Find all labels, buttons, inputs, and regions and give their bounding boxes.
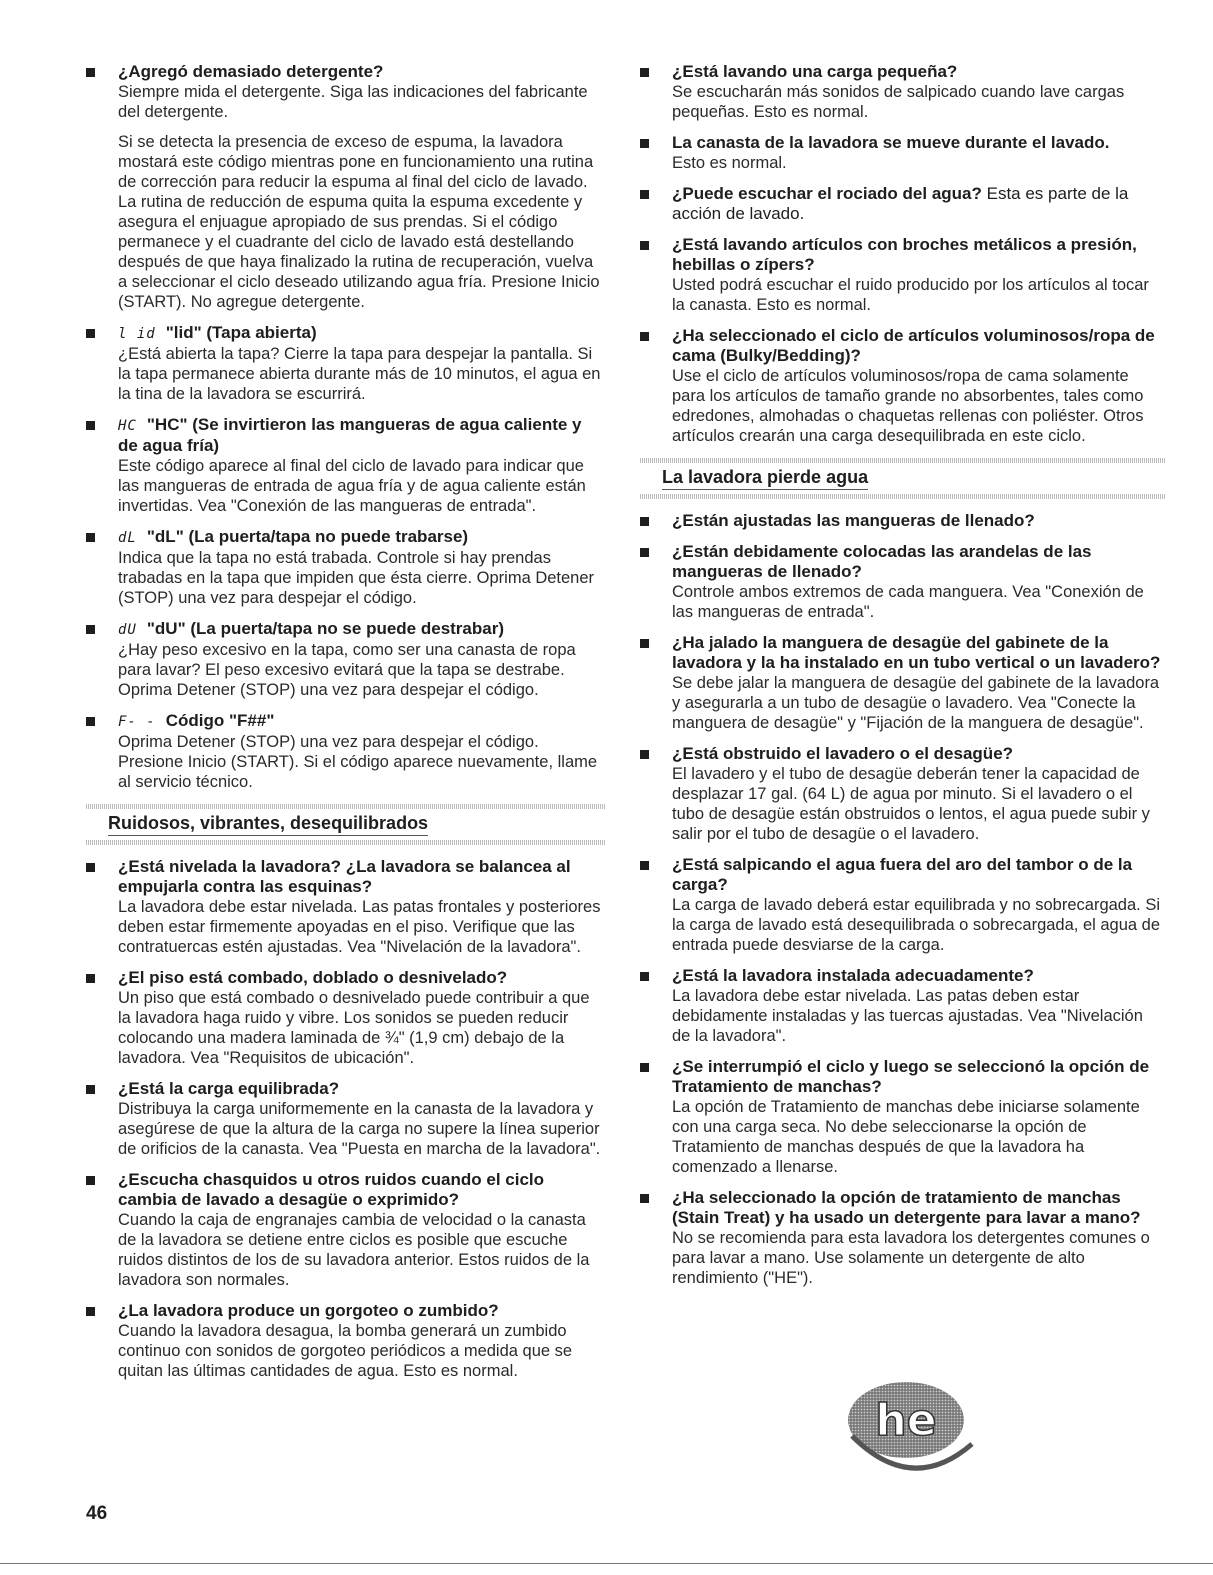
list-item — [640, 62, 1165, 122]
list-item — [640, 744, 1165, 844]
question — [672, 633, 1165, 673]
list-item — [86, 415, 606, 516]
section-header-leaks — [640, 458, 1165, 499]
question-text: "dU" (La puerta/tapa no se puede destrabar) — [146, 619, 504, 638]
section-title: La lavadora pierde agua — [662, 466, 868, 490]
question — [118, 619, 606, 640]
left-list-1 — [86, 62, 606, 792]
question — [672, 542, 1165, 582]
question-text: ¿Está lavando artículos con broches metálicos a presión, hebillas o zípers? — [672, 235, 1137, 274]
answer-text: Un piso que está combado o desnivelado puede contribuir a que la lavadora haga ruido y vibre. Los sonidos se pueden reducir colocando una madera laminada de ¾" (1,9 cm) debajo de la lavadora. Vea "Requisitos de ubicación". — [118, 989, 590, 1067]
question-text: ¿La lavadora produce un gorgoteo o zumbido? — [118, 1301, 499, 1320]
bullet-icon — [640, 1063, 649, 1072]
bullet-icon — [640, 639, 649, 648]
list-item — [86, 857, 606, 957]
bullet-icon — [86, 625, 95, 634]
list-item — [86, 1170, 606, 1290]
question — [672, 1188, 1165, 1228]
right-column — [640, 62, 1165, 1299]
question-text: ¿Agregó demasiado detergente? — [118, 62, 384, 81]
answer-text: Cuando la lavadora desagua, la bomba generará un zumbido continuo con sonidos de gorgoteo periódicos a medida que se quitan las últimas cantidades de agua. Esto es normal. — [118, 1322, 573, 1380]
bullet-icon — [640, 68, 649, 77]
question — [118, 857, 606, 897]
answer-text: ¿Está abierta la tapa? Cierre la tapa para despejar la pantalla. Si la tapa permanece abierta durante más de 10 minutos, el agua en la tina de la lavadora se escurrirá. — [118, 345, 601, 403]
bullet-icon — [86, 863, 95, 872]
bullet-icon — [86, 1085, 95, 1094]
question — [672, 184, 1165, 224]
answer-text: El lavadero y el tubo de desagüe deberán tener la capacidad de desplazar 17 gal. (64 L) de agua por minuto. Si el lavadero o el tubo de desagüe están obstruidos o lentos, el agua puede subir y salir por el tubo de desagüe o el lavadero. — [672, 765, 1150, 843]
answer-text: Se escucharán más sonidos de salpicado cuando lave cargas pequeñas. Esto es normal. — [672, 83, 1125, 121]
list-item — [86, 527, 606, 608]
display-code: F- - — [118, 714, 156, 730]
answer-text: La carga de lavado deberá estar equilibrada y no sobrecargada. Si la carga de lavado está desequilibrada o sobrecargada, el agua de entrada puede desviarse de la carga. — [672, 896, 1161, 954]
list-item — [640, 1188, 1165, 1288]
bullet-icon — [640, 861, 649, 870]
display-code: dL — [118, 530, 137, 546]
question-text: ¿Ha jalado la manguera de desagüe del gabinete de la lavadora y la ha instalado en un tubo vertical o un lavadero? — [672, 633, 1161, 672]
bullet-icon — [640, 1194, 649, 1203]
left-list-2 — [86, 857, 606, 1381]
answer-text: La lavadora debe estar nivelada. Las patas deben estar debidamente instaladas y las tuercas ajustadas. Vea "Nivelación de la lavadora". — [672, 987, 1143, 1045]
bullet-icon — [86, 1307, 95, 1316]
question — [672, 235, 1165, 275]
answer-text: Este código aparece al final del ciclo de lavado para indicar que las mangueras de entrada de agua fría y de agua caliente están invertidas. Vea "Conexión de las mangueras de entrada". — [118, 457, 586, 515]
question — [672, 855, 1165, 895]
question — [672, 511, 1165, 531]
question — [118, 415, 606, 456]
answer-text: Distribuya la carga uniformemente en la canasta de la lavadora y asegúrese de que la altura de la carga no supere la línea superior de orificios de la canasta. Vea "Puesta en marcha de la lavadora". — [118, 1100, 601, 1158]
display-code: HC — [118, 418, 137, 434]
answer-text: Siempre mida el detergente. Siga las indicaciones del fabricante del detergente. — [118, 83, 588, 121]
logo-text: he — [875, 1395, 937, 1446]
list-item — [640, 133, 1165, 173]
question-text: ¿Escucha chasquidos u otros ruidos cuando el ciclo cambia de lavado a desagüe o exprimido? — [118, 1170, 545, 1209]
answer-text: Controle ambos extremos de cada manguera. Vea "Conexión de las mangueras de entrada". — [672, 583, 1144, 621]
question — [118, 1079, 606, 1099]
question — [118, 323, 606, 344]
question-text: ¿Está lavando una carga pequeña? — [672, 62, 958, 81]
answer-inline: Esta es parte de la acción de lavado. — [672, 184, 1129, 223]
left-column — [86, 62, 606, 1392]
question-text: ¿Está la lavadora instalada adecuadamente? — [672, 966, 1034, 985]
answer-text: La opción de Tratamiento de manchas debe iniciarse solamente con una carga seca. No debe seleccionarse la opción de Tratamiento de manchas después de que la lavadora ha comenzado a llenarse. — [672, 1098, 1140, 1176]
question — [118, 711, 606, 732]
answer-text: La lavadora debe estar nivelada. Las patas frontales y posteriores deben estar firmemente apoyadas en el piso. Verifique que las contratuercas estén ajustadas. Vea "Nivelación de la lavadora". — [118, 898, 601, 956]
list-item — [86, 323, 606, 404]
question — [672, 744, 1165, 764]
list-item — [86, 1079, 606, 1159]
answer-text: Esto es normal. — [672, 154, 787, 172]
question-text: ¿Están ajustadas las mangueras de llenado? — [672, 511, 1035, 530]
bullet-icon — [640, 972, 649, 981]
answer-text: Usted podrá escuchar el ruido producido por los artículos al tocar la canasta. Esto es normal. — [672, 276, 1149, 314]
list-item — [640, 855, 1165, 955]
question-text: ¿Está salpicando el agua fuera del aro del tambor o de la carga? — [672, 855, 1133, 894]
bullet-icon — [640, 517, 649, 526]
question-text: ¿Está la carga equilibrada? — [118, 1079, 340, 1098]
list-item — [640, 326, 1165, 446]
answer-text: Oprima Detener (STOP) una vez para despejar el código. Presione Inicio (START). Si el código aparece nuevamente, llame al servicio técnico. — [118, 733, 598, 791]
section-header-noise — [86, 804, 606, 845]
bullet-icon — [86, 421, 95, 430]
answer-text: Cuando la caja de engranajes cambia de velocidad o la canasta de la lavadora se detiene entre ciclos es posible que escuche ruidos distintos de los de su lavadora anterior. Estos ruidos de la lavadora son normales. — [118, 1211, 590, 1289]
display-code: l id — [118, 326, 156, 342]
question — [118, 1170, 606, 1210]
list-item — [86, 619, 606, 700]
question-text: ¿El piso está combado, doblado o desnivelado? — [118, 968, 508, 987]
question-text: "dL" (La puerta/tapa no puede trabarse) — [146, 527, 469, 546]
question-text: Código "F##" — [165, 711, 275, 730]
list-item — [640, 542, 1165, 622]
question — [672, 62, 1165, 82]
list-item — [640, 184, 1165, 224]
list-item — [640, 633, 1165, 733]
question-text: ¿Ha seleccionado el ciclo de artículos voluminosos/ropa de cama (Bulky/Bedding)? — [672, 326, 1155, 365]
bullet-icon — [640, 139, 649, 148]
question — [672, 133, 1165, 153]
list-item — [86, 62, 606, 312]
list-item — [86, 968, 606, 1068]
answer-text: No se recomienda para esta lavadora los detergentes comunes o para lavar a mano. Use solamente un detergente de alto rendimiento ("HE"). — [672, 1229, 1150, 1287]
question — [672, 966, 1165, 986]
bullet-icon — [86, 329, 95, 338]
bullet-icon — [86, 68, 95, 77]
question-text: ¿Están debidamente colocadas las arandelas de las mangueras de llenado? — [672, 542, 1092, 581]
question-text: ¿Se interrumpió el ciclo y luego se seleccionó la opción de Tratamiento de manchas? — [672, 1057, 1150, 1096]
question — [672, 326, 1165, 366]
question-text: La canasta de la lavadora se mueve durante el lavado. — [672, 133, 1110, 152]
bullet-icon — [640, 548, 649, 557]
bullet-icon — [86, 717, 95, 726]
bullet-icon — [86, 1176, 95, 1185]
list-item — [86, 1301, 606, 1381]
list-item — [640, 1057, 1165, 1177]
question-text: "HC" (Se invirtieron las mangueras de agua caliente y de agua fría) — [118, 415, 582, 455]
bullet-icon — [640, 190, 649, 199]
bullet-icon — [640, 241, 649, 250]
question-text: "lid" (Tapa abierta) — [165, 323, 317, 342]
right-list-2 — [640, 511, 1165, 1288]
display-code: dU — [118, 622, 137, 638]
bullet-icon — [86, 974, 95, 983]
question — [118, 527, 606, 548]
question — [118, 62, 606, 82]
question-text: ¿Puede escuchar el rociado del agua? — [672, 184, 982, 203]
bullet-icon — [640, 750, 649, 759]
bullet-icon — [640, 332, 649, 341]
question-text: ¿Está obstruido el lavadero o el desagüe? — [672, 744, 1014, 763]
list-item — [86, 711, 606, 792]
bullet-icon — [86, 533, 95, 542]
question — [118, 968, 606, 988]
page-number: 46 — [86, 1503, 108, 1524]
he-logo — [842, 1378, 992, 1488]
answer-text: Use el ciclo de artículos voluminosos/ropa de cama solamente para los artículos de tamaño grande no absorbentes, tales como edredones, almohadas o chaquetas rellenas con poliéster. Otros artículos crearán una carga desequilibrada en este ciclo. — [672, 367, 1144, 445]
list-item — [640, 966, 1165, 1046]
list-item — [640, 235, 1165, 315]
question — [672, 1057, 1165, 1097]
answer-text: Indica que la tapa no está trabada. Controle si hay prendas trabadas en la tapa que impiden que ésta cierre. Oprima Detener (STOP) una vez para despejar el código. — [118, 549, 595, 607]
question-text: ¿Está nivelada la lavadora? ¿La lavadora se balancea al empujarla contra las esquinas? — [118, 857, 571, 896]
question — [118, 1301, 606, 1321]
list-item — [640, 511, 1165, 531]
question-text: ¿Ha seleccionado la opción de tratamiento de manchas (Stain Treat) y ha usado un detergente para lavar a mano? — [672, 1188, 1141, 1227]
section-title: Ruidosos, vibrantes, desequilibrados — [108, 812, 428, 836]
answer-text: ¿Hay peso excesivo en la tapa, como ser una canasta de ropa para lavar? El peso excesivo evitará que la tapa se destrabe. Oprima Detener (STOP) una vez para despejar el código. — [118, 641, 576, 699]
answer-text: Si se detecta la presencia de exceso de espuma, la lavadora mostará este código mientras pone en funcionamiento una rutina de corrección para reducir la espuma al final del ciclo de lavado. La rutina de reducción de espuma quita la espuma excedente y asegura el enjuague apropiado de sus prendas. Si el código permanece y el cuadrante del ciclo de lavado está destellando después de que haya finalizado la rutina de recuperación, vuelva a seleccionar el ciclo deseado utilizando agua fría. Presione Inicio (START). No agregue detergente. — [118, 133, 600, 311]
answer-text: Se debe jalar la manguera de desagüe del gabinete de la lavadora y asegurarla a un tubo de desagüe o lavadero. Vea "Conecte la manguera de desagüe" y "Fijación de la manguera de desagüe". — [672, 674, 1160, 732]
bottom-rule — [0, 1563, 1213, 1564]
right-list-1 — [640, 62, 1165, 446]
